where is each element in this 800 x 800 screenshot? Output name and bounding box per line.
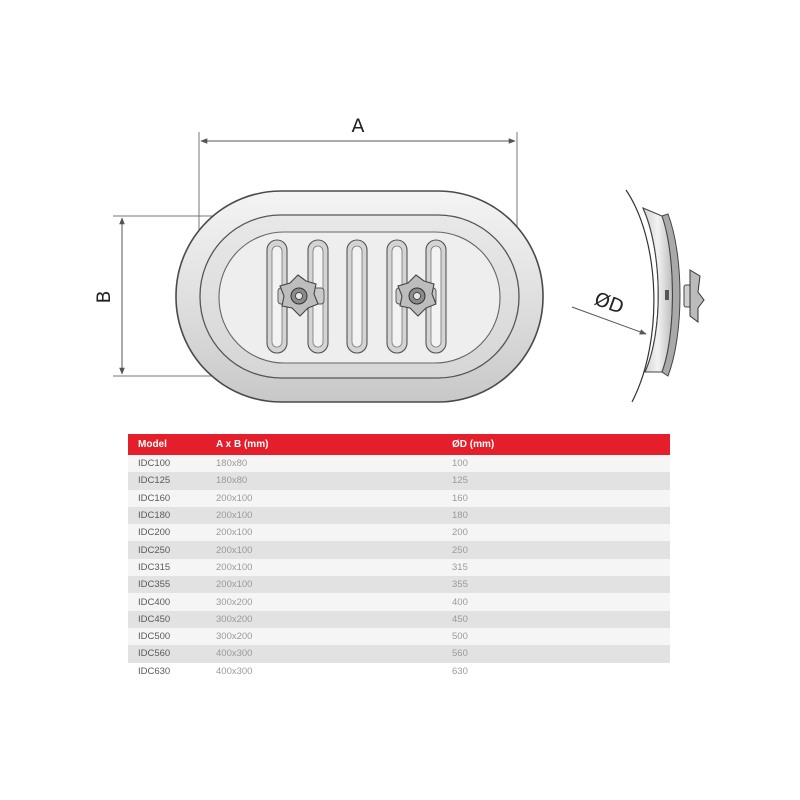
cell-diameter: 400 xyxy=(442,593,670,610)
dimension-d-label: ØD xyxy=(591,287,627,319)
cell-diameter: 125 xyxy=(442,472,670,489)
cell-model: IDC560 xyxy=(128,645,206,662)
table-row xyxy=(128,472,670,489)
cell-size: 400x300 xyxy=(206,663,442,680)
cell-model: IDC160 xyxy=(128,490,206,507)
cell-model: IDC630 xyxy=(128,663,206,680)
cell-model: IDC355 xyxy=(128,576,206,593)
cell-model: IDC200 xyxy=(128,524,206,541)
cell-diameter: 560 xyxy=(442,645,670,662)
damper-side-view xyxy=(572,190,704,402)
table-body xyxy=(128,455,670,680)
cell-diameter: 100 xyxy=(442,455,670,472)
table-row xyxy=(128,490,670,507)
table-row xyxy=(128,611,670,628)
cell-diameter: 450 xyxy=(442,611,670,628)
cell-size: 180x80 xyxy=(206,472,442,489)
damper-front-view xyxy=(176,191,543,402)
table-row xyxy=(128,455,670,472)
table-row xyxy=(128,593,670,610)
cell-diameter: 160 xyxy=(442,490,670,507)
cell-diameter: 355 xyxy=(442,576,670,593)
table-header-row xyxy=(128,434,670,455)
dimension-a-label: A xyxy=(351,115,365,137)
cell-size: 180x80 xyxy=(206,455,442,472)
cell-diameter: 315 xyxy=(442,559,670,576)
table-row xyxy=(128,507,670,524)
cell-model: IDC125 xyxy=(128,472,206,489)
cell-model: IDC250 xyxy=(128,541,206,558)
cell-size: 400x300 xyxy=(206,645,442,662)
cell-size: 200x100 xyxy=(206,490,442,507)
cell-size: 200x100 xyxy=(206,507,442,524)
spec-table xyxy=(128,434,670,680)
cell-size: 200x100 xyxy=(206,541,442,558)
cell-diameter: 500 xyxy=(442,628,670,645)
cell-model: IDC180 xyxy=(128,507,206,524)
cell-size: 300x200 xyxy=(206,628,442,645)
cell-model: IDC400 xyxy=(128,593,206,610)
cell-size: 300x200 xyxy=(206,611,442,628)
column-header-model: Model xyxy=(128,434,206,455)
cell-diameter: 200 xyxy=(442,524,670,541)
column-header-size: A x B (mm) xyxy=(206,434,442,455)
cell-model: IDC500 xyxy=(128,628,206,645)
cell-size: 200x100 xyxy=(206,559,442,576)
dimension-b-label: B xyxy=(93,290,115,304)
cell-model: IDC100 xyxy=(128,455,206,472)
table-row xyxy=(128,576,670,593)
table-row xyxy=(128,524,670,541)
cell-diameter: 250 xyxy=(442,541,670,558)
cell-model: IDC315 xyxy=(128,559,206,576)
table-row xyxy=(128,663,670,680)
cell-size: 300x200 xyxy=(206,593,442,610)
cell-diameter: 630 xyxy=(442,663,670,680)
table-row xyxy=(128,559,670,576)
cell-size: 200x100 xyxy=(206,576,442,593)
table-row xyxy=(128,628,670,645)
cell-size: 200x100 xyxy=(206,524,442,541)
table-row xyxy=(128,645,670,662)
column-header-diameter: ØD (mm) xyxy=(442,434,670,455)
table-row xyxy=(128,541,670,558)
cell-model: IDC450 xyxy=(128,611,206,628)
cell-diameter: 180 xyxy=(442,507,670,524)
